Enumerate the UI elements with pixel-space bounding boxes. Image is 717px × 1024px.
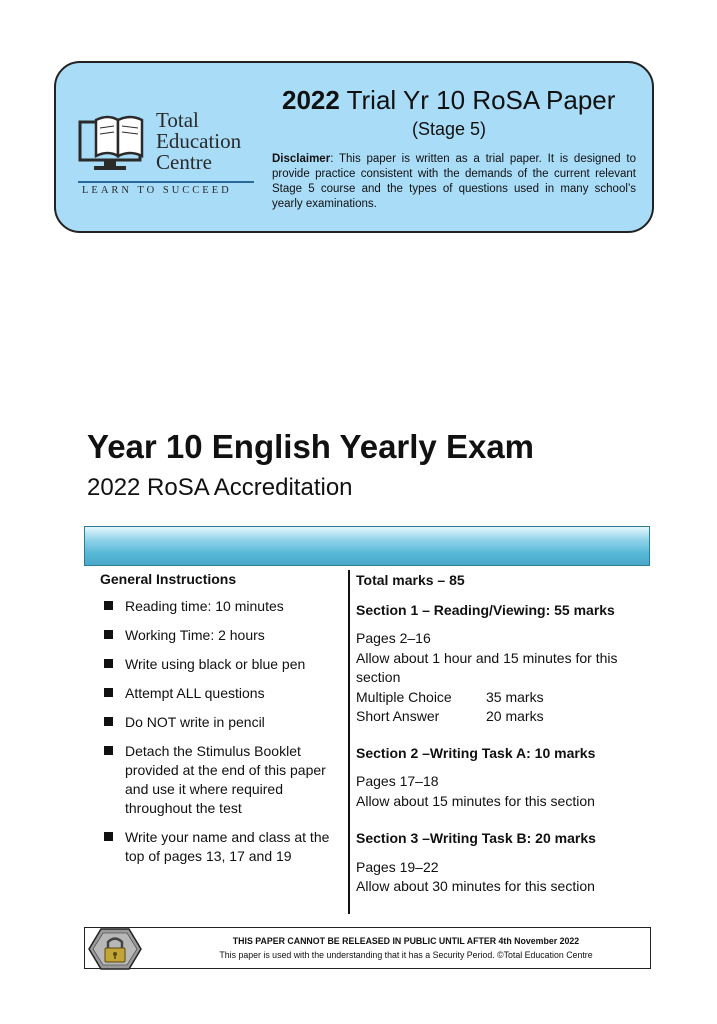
logo-line-3: Centre — [156, 150, 212, 174]
mc-label: Multiple Choice — [356, 688, 452, 705]
header-title-rest: Trial Yr 10 RoSA Paper — [346, 85, 616, 115]
logo-text — [156, 110, 241, 173]
section-3-heading: Section 3 –Writing Task B: 20 marks — [356, 830, 596, 846]
section-1-heading: Section 1 – Reading/Viewing: 55 marks — [356, 601, 615, 618]
instructions-heading: General Instructions — [100, 571, 237, 587]
header-title — [282, 85, 615, 116]
section-1-sa-row — [356, 707, 656, 727]
list-item: Reading time: 10 minutes — [96, 597, 344, 616]
disclaimer — [272, 152, 636, 212]
section-1-pages: Pages 2–16 — [356, 630, 431, 646]
bullet-square-icon — [104, 688, 113, 697]
logo-line-1: Total — [156, 108, 199, 132]
list-item: Working Time: 2 hours — [96, 626, 344, 645]
book-monitor-icon — [78, 112, 150, 176]
bullet-square-icon — [104, 601, 113, 610]
logo-line-2: Education — [156, 129, 242, 153]
section-1-time: Allow about 1 hour and 15 minutes for this section — [356, 649, 618, 685]
bullet-square-icon — [104, 630, 113, 639]
disclaimer-label: Disclaimer — [272, 153, 331, 165]
section-3-pages: Pages 19–22 — [356, 858, 439, 875]
marks-summary — [356, 571, 656, 897]
logo — [78, 108, 258, 203]
list-item: Attempt ALL questions — [96, 684, 344, 703]
security-footer — [84, 927, 651, 969]
column-divider — [348, 570, 350, 914]
bullet-square-icon — [104, 659, 113, 668]
section-2-time: Allow about 15 minutes for this section — [356, 792, 595, 809]
header-title-year: 2022 — [282, 85, 340, 115]
bullet-square-icon — [104, 746, 113, 755]
section-3-time: Allow about 30 minutes for this section — [356, 878, 595, 894]
footer-release-notice: THIS PAPER CANNOT BE RELEASED IN PUBLIC UNTIL AFTER 4th November 2022 — [232, 936, 580, 946]
decorative-band — [84, 526, 650, 566]
list-item: Write your name and class at the top of pages 13, 17 and 19 — [96, 828, 339, 866]
general-instructions — [96, 571, 344, 866]
disclaimer-text: : This paper is written as a trial paper. It is designed to provide practice consistent with the demands of the current relevant Stage 5 course and the types of questions used in many school’s yearly examinations. — [272, 153, 636, 210]
padlock-icon — [87, 928, 143, 970]
logo-rule — [78, 181, 254, 183]
mc-marks: 35 marks — [486, 688, 544, 705]
header-box — [54, 61, 654, 233]
header-subtitle: (Stage 5) — [412, 119, 487, 139]
section-2-heading: Section 2 –Writing Task A: 10 marks — [356, 744, 596, 761]
bullet-square-icon — [104, 717, 113, 726]
sa-label: Short Answer — [356, 708, 440, 724]
logo-tagline: LEARN TO SUCCEED — [82, 185, 232, 196]
section-2-pages: Pages 17–18 — [356, 773, 439, 789]
list-item: Do NOT write in pencil — [96, 713, 344, 732]
section-1-mc-row — [356, 688, 656, 708]
total-marks: Total marks – 85 — [356, 572, 465, 588]
list-item: Write using black or blue pen — [96, 655, 344, 674]
instructions-list — [96, 597, 344, 866]
list-item: Detach the Stimulus Booklet provided at the end of this paper and use it where required throughout the test — [96, 742, 337, 818]
footer-security-notice: This paper is used with the understanding that it has a Security Period. ©Total Education Centre — [219, 950, 593, 960]
page-title: Year 10 English Yearly Exam — [87, 428, 535, 465]
sa-marks: 20 marks — [486, 708, 544, 724]
bullet-square-icon — [104, 832, 113, 841]
page-subtitle: 2022 RoSA Accreditation — [87, 474, 353, 501]
